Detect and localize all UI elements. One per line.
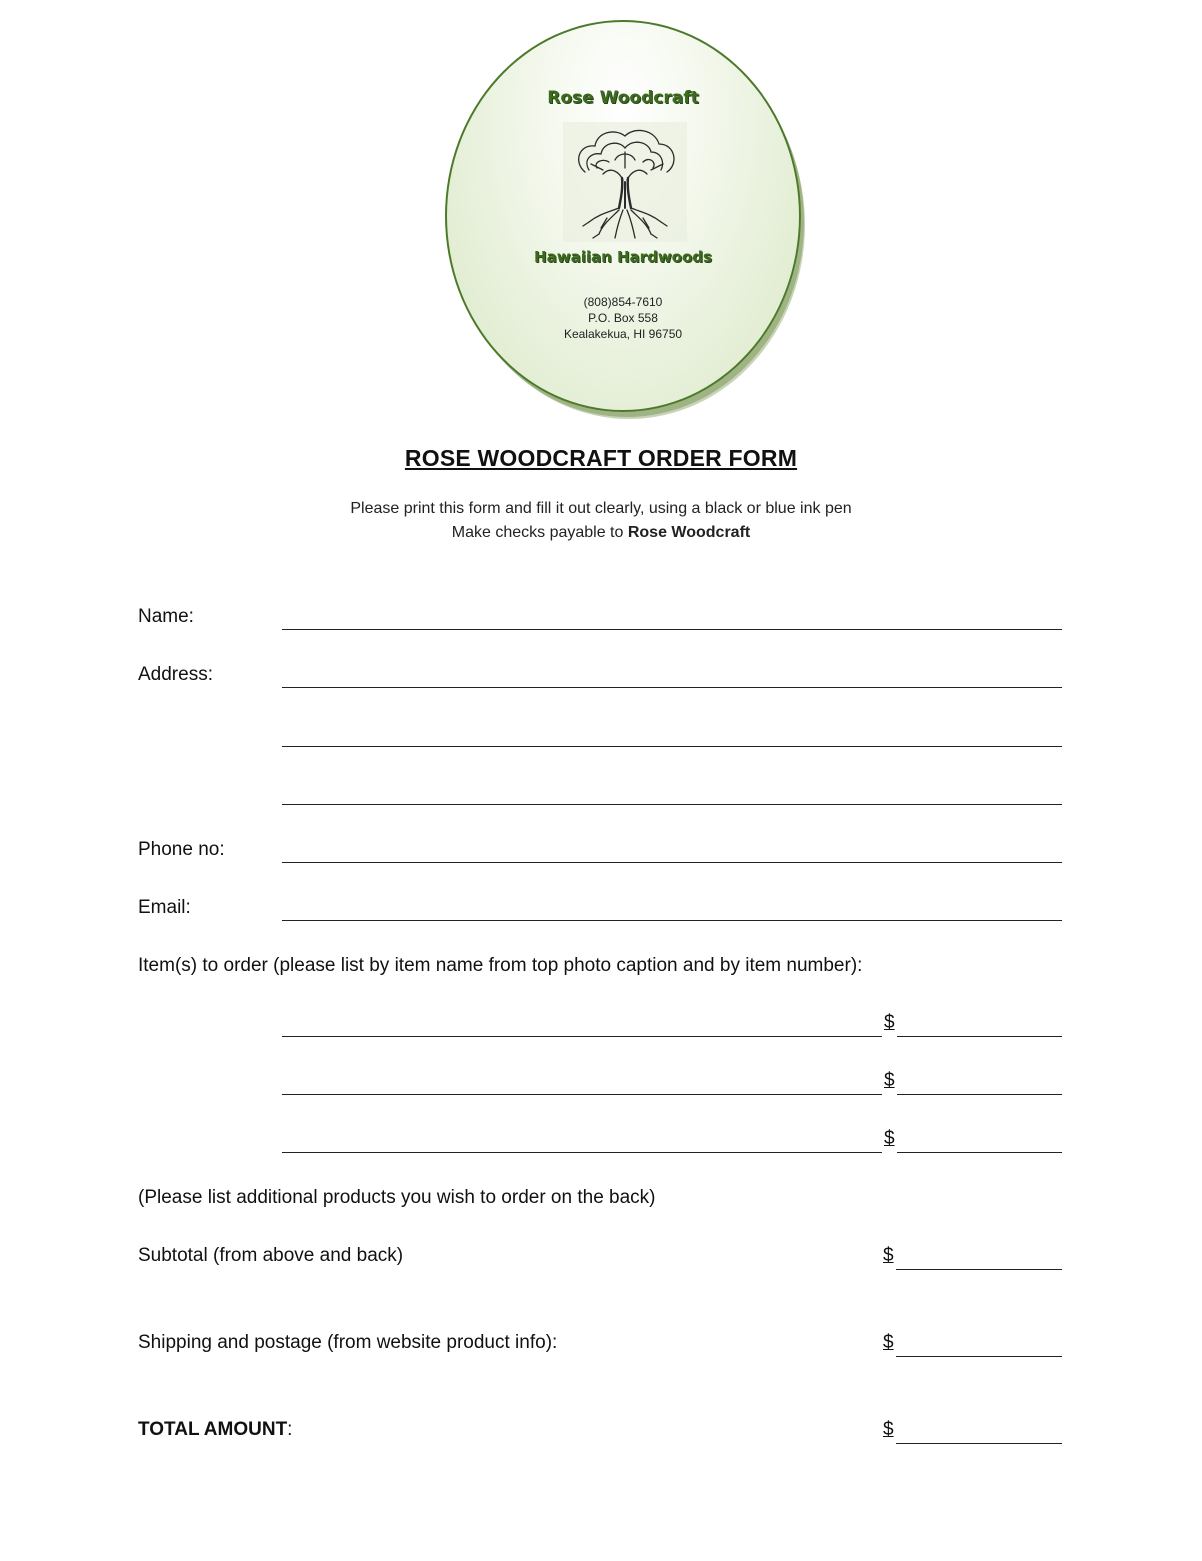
instruction-checks <box>0 524 1202 542</box>
total-label <box>138 1419 292 1441</box>
subtotal-label: Subtotal (from above and back) <box>138 1245 404 1266</box>
shipping-line[interactable] <box>896 1356 1062 1357</box>
address-line-3[interactable] <box>282 804 1062 805</box>
email-line[interactable] <box>282 920 1062 921</box>
item-line-2[interactable] <box>282 1094 882 1095</box>
logo-contact <box>447 294 799 342</box>
item-price-line-3[interactable] <box>897 1152 1062 1153</box>
total-line[interactable] <box>896 1443 1062 1444</box>
item-dollar-2: $ <box>884 1070 895 1091</box>
address-line-1[interactable] <box>282 687 1062 688</box>
item-line-1[interactable] <box>282 1036 882 1037</box>
phone-label: Phone no: <box>138 839 225 860</box>
shipping-dollar: $ <box>883 1332 894 1353</box>
phone-line[interactable] <box>282 862 1062 863</box>
address-line-2[interactable] <box>282 746 1062 747</box>
logo-phone: (808)854-7610 <box>583 295 663 309</box>
item-price-line-2[interactable] <box>897 1094 1062 1095</box>
item-line-3[interactable] <box>282 1152 882 1153</box>
name-line[interactable] <box>282 629 1062 630</box>
company-logo <box>445 20 801 412</box>
payee-name: Rose Woodcraft <box>627 524 751 541</box>
shipping-label: Shipping and postage (from website product info): <box>138 1332 558 1353</box>
total-dollar: $ <box>883 1419 894 1440</box>
logo-po-box: P.O. Box 558 <box>588 311 658 325</box>
tree-icon <box>563 122 687 242</box>
address-label: Address: <box>138 664 213 685</box>
logo-city: Kealakekua, HI 96750 <box>563 327 683 341</box>
item-price-line-1[interactable] <box>897 1036 1062 1037</box>
subtotal-dollar: $ <box>883 1245 894 1266</box>
additional-products-note: (Please list additional products you wish to order on the back) <box>138 1187 656 1208</box>
logo-company-name: Rose Woodcraft <box>547 88 699 108</box>
email-label: Email: <box>138 897 191 918</box>
logo-tagline: Hawaiian Hardwoods <box>534 248 712 266</box>
name-label: Name: <box>138 606 194 627</box>
total-label-colon: : <box>287 1419 293 1440</box>
instruction-checks-prefix: Make checks payable to <box>451 524 628 541</box>
item-dollar-3: $ <box>884 1128 895 1149</box>
total-label-text: TOTAL AMOUNT <box>138 1419 288 1440</box>
subtotal-line[interactable] <box>896 1269 1062 1270</box>
item-dollar-1: $ <box>884 1012 895 1033</box>
items-prompt: Item(s) to order (please list by item name from top photo caption and by item number): <box>138 955 863 976</box>
instruction-print: Please print this form and fill it out clearly, using a black or blue ink pen <box>350 500 852 517</box>
form-title: ROSE WOODCRAFT ORDER FORM <box>404 445 798 471</box>
